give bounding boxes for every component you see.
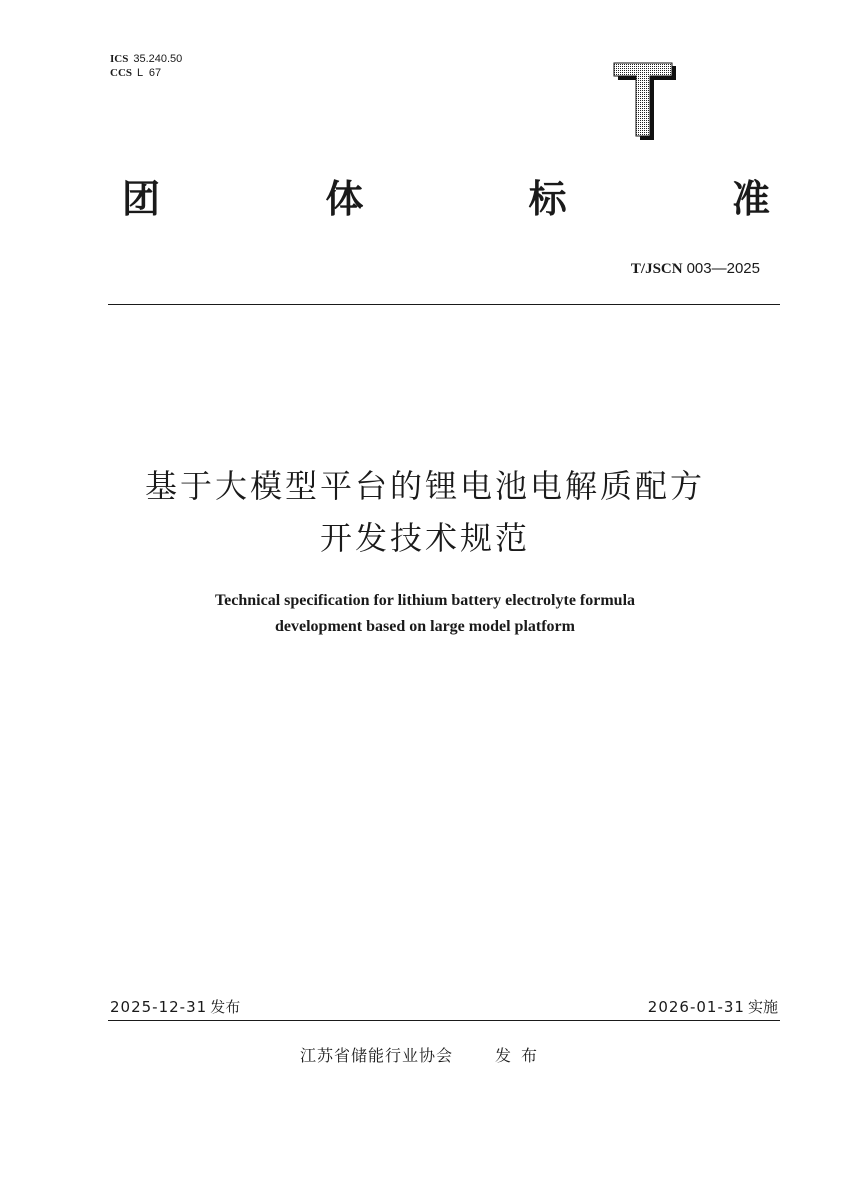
issue-date-value: 2025-12-31 <box>110 998 208 1016</box>
title-english <box>100 588 750 640</box>
standard-t-mark-logo <box>612 62 678 142</box>
standard-type-char: 团 <box>122 177 161 221</box>
issuer-label: 发布 <box>495 1046 548 1065</box>
ics-label: ICS <box>110 53 129 65</box>
standard-type-char: 准 <box>731 177 770 221</box>
standard-type-char: 标 <box>528 177 567 221</box>
ics-value: 35.240.50 <box>133 53 183 65</box>
standard-code-number: 003—2025 <box>686 260 760 277</box>
standard-type-heading <box>122 176 770 222</box>
title-chinese <box>80 460 770 564</box>
footer-divider <box>108 1020 780 1021</box>
ccs-value: L 67 <box>137 67 162 79</box>
title-english-line-2: development based on large model platform <box>275 618 575 635</box>
standard-code <box>631 258 760 279</box>
issuer-name: 江苏省储能行业协会 <box>300 1046 454 1065</box>
implementation-date-value: 2026-01-31 <box>647 998 745 1016</box>
implementation-date <box>648 997 778 1017</box>
issue-date <box>110 997 240 1017</box>
header-divider <box>108 304 780 305</box>
standard-type-char: 体 <box>325 177 364 221</box>
classification-codes <box>110 52 182 80</box>
title-chinese-line-2: 开发技术规范 <box>319 519 530 557</box>
standard-code-prefix: T/JSCN <box>630 261 683 277</box>
title-chinese-line-1: 基于大模型平台的锂电池电解质配方 <box>144 467 705 505</box>
issuing-organization <box>300 1045 547 1067</box>
ccs-label: CCS <box>110 67 133 79</box>
implementation-date-label: 实施 <box>747 998 778 1016</box>
issue-date-label: 发布 <box>210 998 241 1016</box>
ccs-row <box>110 66 182 80</box>
ics-row <box>110 52 182 66</box>
title-english-line-1: Technical specification for lithium battery electrolyte formula <box>214 592 636 609</box>
